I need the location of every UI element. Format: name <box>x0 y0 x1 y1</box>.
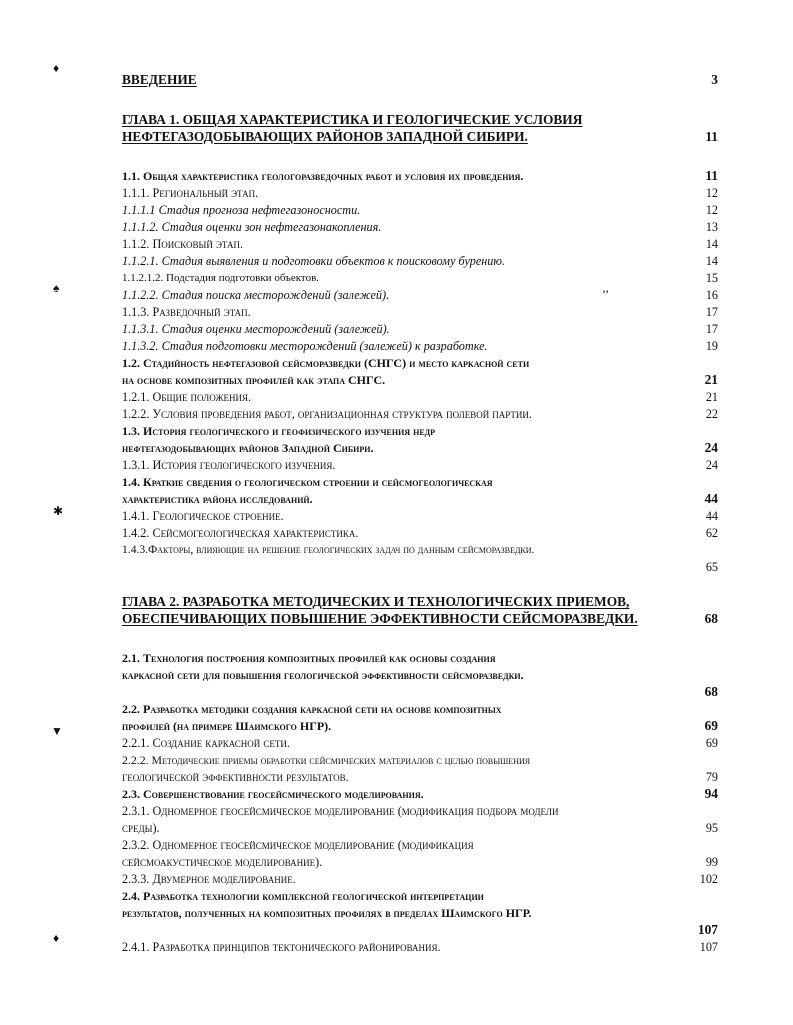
toc-entry-title: каркасной сети для повышения геологической эффективности сейсморазведки. <box>122 668 524 682</box>
toc-entry <box>0 870 793 888</box>
toc-entry-title: 1.4.1. Геологическое строение. <box>122 509 284 523</box>
toc-entry-title: 2.1. Технология построения композитных профилей как основы создания <box>122 651 496 665</box>
toc-entry <box>0 700 793 718</box>
toc-entry-page: 44 <box>705 509 718 523</box>
toc-entry-title: 1.1.1. Региональный этап. <box>122 186 259 200</box>
toc-entry <box>0 320 793 338</box>
toc-entry <box>0 938 793 956</box>
toc-entry-title: 1.1.3. Разведочный этап. <box>122 305 251 319</box>
toc-entry-title: профилей (на примере Шаимского НГР). <box>122 719 332 733</box>
toc-entry-title: 1.2. Стадийность нефтегазовой сейсморазведки (СНГС) и место каркасной сети <box>122 356 530 370</box>
toc-entry-title: 1.1.2.2. Стадия поиска месторождений (залежей). <box>122 288 390 302</box>
toc-entry <box>0 734 793 752</box>
toc-entry <box>0 504 793 525</box>
toc-entry-page: 14 <box>705 237 718 251</box>
toc-entry-title: 1.1.2.1. Стадия выявления и подготовки объектов к поисковому бурению. <box>122 254 506 268</box>
toc-entry <box>0 558 793 576</box>
toc-entry-title: 2.4.1. Разработка принципов тектонического районирования. <box>122 940 441 954</box>
toc-entry-page: 16 <box>705 288 718 302</box>
toc-entry-page: 3 <box>711 72 718 87</box>
toc-entry-title: результатов, полученных на композитных профилях в пределах Шаимского НГР. <box>122 906 532 920</box>
toc-entry-title: 1.3.1. История геологического изучения. <box>122 458 336 472</box>
toc-entry <box>0 751 793 769</box>
toc-entry-title: на основе композитных профилей как этапа СНГС. <box>122 373 386 387</box>
toc-entry <box>0 371 793 389</box>
toc-entry <box>0 128 793 146</box>
toc-entry-title: 2.3.1. Одномерное геосейсмическое моделирование (модификация подбора модели <box>122 804 559 818</box>
toc-entry <box>0 683 793 701</box>
toc-entry <box>0 218 793 236</box>
toc-entry-page: 12 <box>705 186 718 200</box>
toc-entry <box>0 111 793 129</box>
toc-entry <box>0 904 793 922</box>
toc-entry-title: 1.1.1.1 Стадия прогноза нефтегазоносности. <box>122 203 361 217</box>
toc-entry <box>0 337 793 355</box>
toc-entry-title: 1.4.2. Сейсмогеологическая характеристика. <box>122 526 359 540</box>
toc-entry-page: 65 <box>705 560 718 574</box>
toc-entry <box>0 388 793 406</box>
toc-entry-page: 21 <box>705 390 718 404</box>
toc-entry-title: 2.3. Совершенствование геосейсмического моделирования. <box>122 787 424 801</box>
toc-entry-page: 99 <box>705 855 718 869</box>
scan-mark-icon: ▼ <box>51 724 63 738</box>
toc-entry-title: 2.2.2. Методические приемы обработки сейсмических материалов с целью повышения <box>122 753 531 767</box>
toc-entry <box>0 201 793 219</box>
toc-entry-page: 44 <box>704 491 718 506</box>
toc-entry <box>0 785 793 803</box>
toc-entry-title: ГЛАВА 1. ОБЩАЯ ХАРАКТЕРИСТИКА И ГЕОЛОГИЧЕСКИЕ УСЛОВИЯ <box>122 112 583 127</box>
toc-entry-title: 2.3.2. Одномерное геосейсмическое моделирование (модификация <box>122 838 474 852</box>
toc-entry-title: 1.1.2. Поисковый этап. <box>122 237 243 251</box>
toc-entry-page: 11 <box>705 168 718 183</box>
toc-entry <box>0 456 793 474</box>
toc-entry-page: 94 <box>704 786 718 801</box>
toc-entry <box>0 71 793 89</box>
toc-entry <box>0 717 793 738</box>
toc-entry-title: ОБЕСПЕЧИВАЮЩИХ ПОВЫШЕНИЕ ЭФФЕКТИВНОСТИ СЕЙСМОРАЗВЕДКИ. <box>122 611 638 626</box>
toc-entry <box>0 541 793 559</box>
scan-mark-icon: ♠ <box>53 281 60 295</box>
toc-entry <box>0 422 793 440</box>
toc-entry-page: 68 <box>704 611 718 626</box>
toc-entry <box>0 666 793 684</box>
toc-entry-page: 21 <box>704 372 718 387</box>
toc-entry-page: 95 <box>705 821 718 835</box>
toc-entry <box>0 252 793 270</box>
toc-entry-title: 1.2.2. Условия проведения работ, организационная структура полевой партии. <box>122 407 532 421</box>
toc-entry-title: геологической эффективности результатов. <box>122 770 349 784</box>
toc-entry-page: 24 <box>705 458 718 472</box>
toc-entry <box>0 836 793 854</box>
toc-entry-page: 69 <box>705 736 718 750</box>
toc-entry-title: 2.2. Разработка методики создания каркасной сети на основе композитных <box>122 702 502 716</box>
toc-entry <box>0 819 793 837</box>
toc-entry-title: 1.1.3.2. Стадия подготовки месторождений (залежей) к разработке. <box>122 339 488 353</box>
toc-entry-page: 102 <box>699 872 718 886</box>
toc-entry <box>0 286 793 304</box>
toc-entry <box>0 802 793 820</box>
toc-entry-title: ВВЕДЕНИЕ <box>122 72 197 87</box>
toc-entry <box>0 524 793 542</box>
toc-entry-page: 24 <box>704 440 718 455</box>
toc-entry-page: 17 <box>705 305 718 319</box>
toc-entry-title: НЕФТЕГАЗОДОБЫВАЮЩИХ РАЙОНОВ ЗАПАДНОЙ СИБИРИ. <box>122 129 528 144</box>
toc-entry <box>0 354 793 372</box>
toc-entry <box>0 439 793 457</box>
toc-entry-page: 69 <box>704 718 718 733</box>
toc-entry-page: 107 <box>697 922 718 937</box>
toc-entry-title: сейсмоакустическое моделирование). <box>122 855 323 869</box>
toc-entry-page: 107 <box>699 940 718 954</box>
toc-entry-page: 22 <box>705 407 718 421</box>
toc-entry-title: среды). <box>122 821 160 835</box>
toc-entry <box>0 473 793 491</box>
scan-mark-icon: ♦ <box>53 61 60 75</box>
toc-entry-title: 1.4. Краткие сведения о геологическом строении и сейсмогеологическая <box>122 475 493 489</box>
toc-entry <box>0 768 793 786</box>
toc-entry <box>0 853 793 871</box>
toc-entry-page: 13 <box>705 220 718 234</box>
toc-entry-title: 1.3. История геологического и геофизического изучения недр <box>122 424 436 438</box>
toc-entry-page: 19 <box>705 339 718 353</box>
toc-entry-title: 1.1.3.1. Стадия оценки месторождений (залежей). <box>122 322 390 336</box>
toc-entry-title: 1.1. Общая характеристика геологоразведочных работ и условия их проведения. <box>122 169 524 183</box>
toc-entry-title: нефтегазодобывающих районов Западной Сибири. <box>122 441 374 455</box>
toc-entry-title: 1.2.1. Общие положения. <box>122 390 252 404</box>
toc-entry <box>0 490 793 508</box>
scan-mark-icon: ✱ <box>53 504 64 518</box>
toc-entry-page: 11 <box>705 129 718 144</box>
toc-entry-title: 1.1.2.1.2. Подстадия подготовки объектов. <box>122 272 320 284</box>
toc-entry-title: 1.1.1.2. Стадия оценки зон нефтегазонакопления. <box>122 220 382 234</box>
toc-entry-page: 17 <box>705 322 718 336</box>
toc-entry-title: характеристика района исследований. <box>122 492 313 506</box>
toc-entry-page: 68 <box>704 684 718 699</box>
toc-entry-page: 79 <box>705 770 718 784</box>
toc-entry <box>0 405 793 423</box>
toc-entry <box>0 593 793 611</box>
toc-entry-page: 15 <box>705 271 718 285</box>
toc-entry <box>0 921 793 939</box>
toc-entry <box>0 303 793 321</box>
toc-entry-title: 1.4.3.Факторы, влияющие на решение геологических задач по данным сейсморазведки. <box>122 543 535 556</box>
toc-entry <box>0 184 793 202</box>
toc-entry <box>0 887 793 905</box>
toc-entry <box>0 649 793 667</box>
toc-entry-title: 2.2.1. Создание каркасной сети. <box>122 736 290 750</box>
toc-entry-page: 12 <box>705 203 718 217</box>
toc-entry <box>0 167 793 185</box>
scan-mark-icon: ♦ <box>53 931 60 945</box>
toc-entry-title: 2.3.3. Двумерное моделирование. <box>122 872 296 886</box>
toc-entry-title: 2.4. Разработка технологии комплексной геологической интерпретации <box>122 889 484 903</box>
toc-entry-page: 14 <box>705 254 718 268</box>
toc-entry <box>0 269 793 287</box>
toc-entry-title: ГЛАВА 2. РАЗРАБОТКА МЕТОДИЧЕСКИХ И ТЕХНОЛОГИЧЕСКИХ ПРИЕМОВ, <box>122 594 630 609</box>
toc-entry <box>0 235 793 253</box>
scan-mark-icon: ’’ <box>602 287 610 301</box>
toc-entry <box>0 610 793 628</box>
toc-entry-page: 62 <box>705 526 718 540</box>
